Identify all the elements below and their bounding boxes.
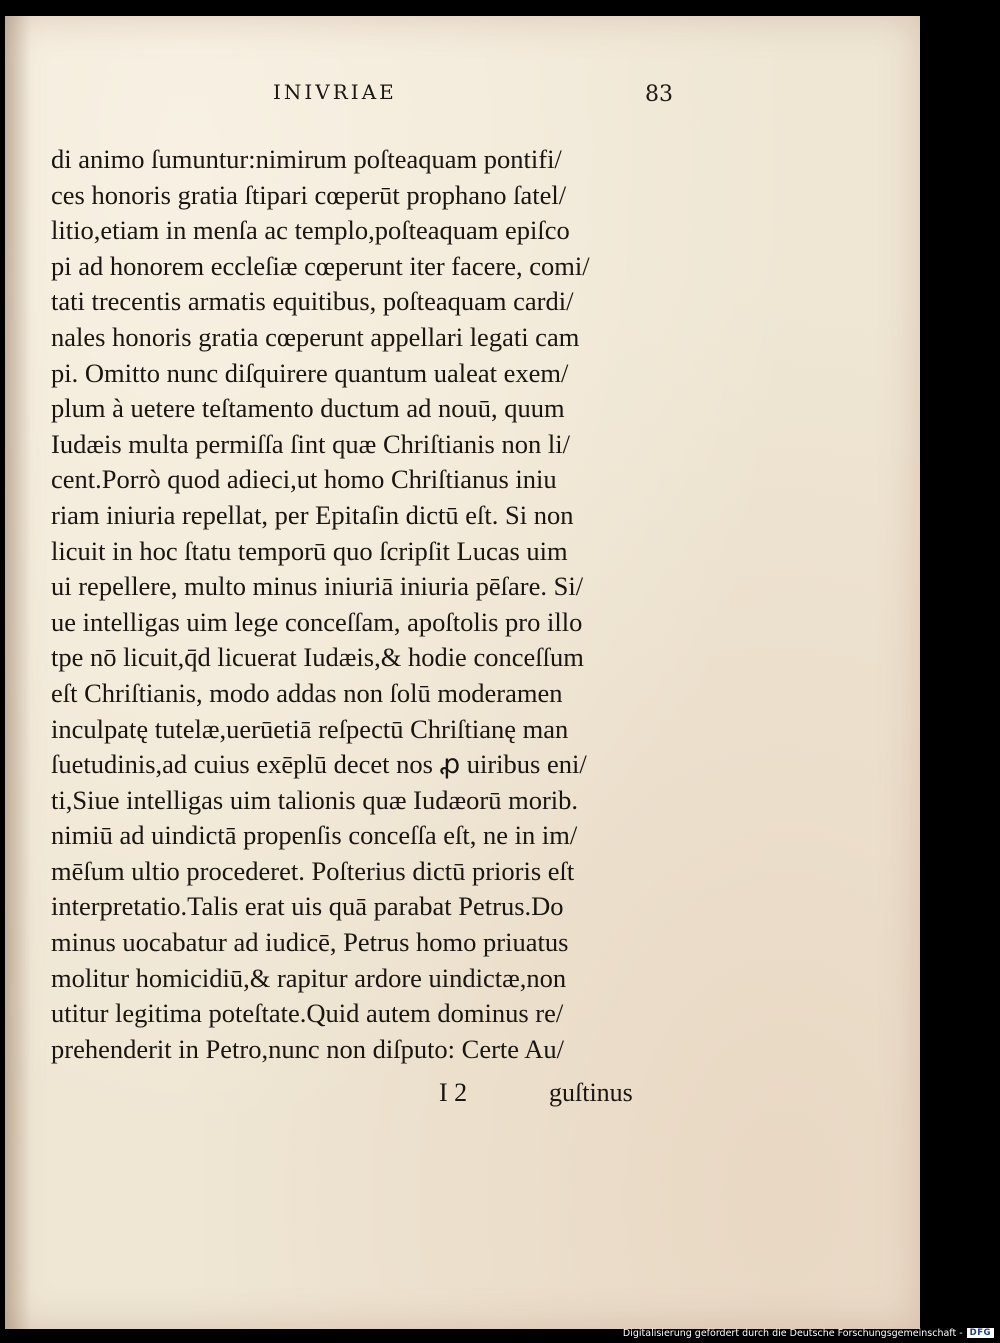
text-line: litio,etiam in menſa ac templo,poſteaquam epiſco [51, 215, 570, 246]
signature-mark: I 2 [439, 1078, 468, 1107]
text-line: minus uocabatur ad iudicē, Petrus homo priuatus [51, 927, 569, 958]
text-block [51, 142, 671, 1067]
text-line: tati trecentis armatis equitibus, poſteaquam cardi/ [51, 286, 574, 317]
text-line: pi. Omitto nunc diſquirere quantum ualeat exem/ [51, 357, 569, 388]
text-line: prehenderit in Petro,nunc non diſputo: Certe Au/ [51, 1033, 564, 1064]
text-line: ſuetudinis,ad cuius exēplū decet nos ꝓ uiribus eni/ [51, 749, 587, 780]
text-line: riam iniuria repellat, per Epitaſin dictū eſt. Si non [51, 499, 574, 530]
text-line: Iudæis multa permiſſa ſint quæ Chriſtianis non li/ [51, 428, 570, 459]
folio-number: 83 [645, 82, 673, 107]
text-line: ti,Siue intelligas uim talionis quæ Iudæorū morib. [51, 784, 579, 815]
text-line: interpretatio.Talis erat uis quā parabat Petrus.Do [51, 891, 564, 922]
text-line: pi ad honorem eccleſiæ cœperunt iter facere, comi/ [51, 250, 590, 281]
text-line: inculpatę tutelæ,uerūetiā reſpectū Chriſtianę man [51, 713, 569, 744]
dfg-logo: DFG [967, 1328, 994, 1338]
text-line: molitur homicidiū,& rapitur ardore uindictæ,non [51, 962, 567, 993]
text-line: utitur legitima poteſtate.Quid autem dominus re/ [51, 998, 564, 1029]
book-page [5, 16, 920, 1329]
credit-text: Digitalisierung gefördert durch die Deutsche Forschungsgemeinschaft - [622, 1327, 963, 1339]
text-line: plum à uetere teſtamento ductum ad nouū, quum [51, 393, 565, 424]
catchword: guſtinus [549, 1078, 633, 1107]
text-line: licuit in hoc ſtatu temporū quo ſcripſit Lucas uim [51, 535, 568, 566]
text-line: nimiū ad uindictā propenſis conceſſa eſt, ne in im/ [51, 820, 578, 851]
text-line: mēſum ultio procederet. Poſterius dictū prioris eſt [51, 855, 575, 886]
page-gutter-shadow [5, 16, 31, 1329]
text-line: nales honoris gratia cœperunt appellari legati cam [51, 321, 580, 352]
text-line: eſt Chriſtianis, modo addas non ſolū moderamen [51, 677, 563, 708]
text-line: ue intelligas uim lege conceſſam, apoſtolis pro illo [51, 606, 583, 637]
text-line: ces honoris gratia ſtipari cœperūt prophano ſatel/ [51, 179, 567, 210]
digitization-credit [623, 1327, 994, 1339]
text-line: di animo ſumuntur:nimirum poſteaquam pontifi/ [51, 144, 562, 174]
text-line: cent.Porrò quod adieci,ut homo Chriſtianus iniu [51, 464, 557, 495]
running-head: INIVRIAE [273, 80, 397, 104]
text-line: tpe nō licuit,q̄d licuerat Iudæis,& hodie conceſſum [51, 642, 584, 673]
signature-catchword-line [439, 1078, 679, 1114]
text-line: ui repellere, multo minus iniuriā iniuria pēſare. Si/ [51, 571, 584, 602]
